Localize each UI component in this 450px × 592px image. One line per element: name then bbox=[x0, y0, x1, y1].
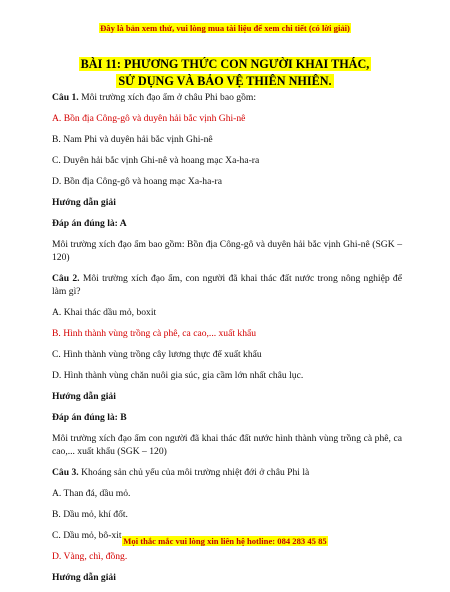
question-label: Câu 3. bbox=[52, 467, 79, 478]
option-c: C. Dầu mỏ, bô-xit bbox=[52, 530, 122, 541]
hotline-banner-text: Mọi thắc mắc vui lòng xin liên hệ hotline: 084 283 45 85 bbox=[123, 536, 327, 546]
question-3 bbox=[52, 466, 402, 479]
question-label: Câu 2. bbox=[52, 273, 80, 284]
explanation: Môi trường xích đạo ẩm bao gồm: Bồn địa Công-gô và duyên hải bắc vịnh Ghi-nê (SGK – 120) bbox=[52, 239, 402, 263]
option-c: C. Hình thành vùng trồng cây lương thực để xuất khẩu bbox=[52, 349, 262, 360]
question-text: Môi trường xích đạo ẩm, con người đã khai thác đất nước trong nông nghiệp để làm gì? bbox=[52, 273, 402, 297]
preview-banner-text: Đây là bản xem thử, vui lòng mua tài liệu để xem chi tiết (có lời giải) bbox=[100, 23, 350, 33]
lesson-title-text-2: SỬ DỤNG VÀ BẢO VỆ THIÊN NHIÊN. bbox=[118, 74, 332, 88]
question-text: Khoáng sản chủ yếu của môi trường nhiệt đới ở châu Phi là bbox=[81, 467, 310, 478]
option-c: C. Duyên hải bắc vịnh Ghi-nê và hoang mạc Xa-ha-ra bbox=[52, 155, 260, 166]
lesson-title-line-2 bbox=[0, 73, 450, 89]
option-a: A. Bồn địa Công-gô và duyên hải bắc vịnh Ghi-nê bbox=[52, 113, 246, 124]
question-text: Môi trường xích đạo ẩm ở châu Phi bao gồm: bbox=[81, 92, 257, 103]
guide-heading: Hướng dẫn giải bbox=[52, 572, 116, 583]
option-b: B. Nam Phi và duyên hải bắc vịnh Ghi-nê bbox=[52, 134, 213, 145]
question-label: Câu 1. bbox=[52, 92, 79, 103]
option-b: B. Hình thành vùng trồng cà phê, ca cao,... xuất khẩu bbox=[52, 328, 257, 339]
question-2 bbox=[52, 272, 402, 298]
hotline-banner bbox=[0, 536, 450, 547]
document-body bbox=[52, 91, 402, 592]
question-1 bbox=[52, 91, 402, 104]
preview-banner bbox=[0, 23, 450, 34]
option-d: D. Hình thành vùng chăn nuôi gia súc, gia cầm lớn nhất châu lục. bbox=[52, 370, 304, 381]
guide-heading: Hướng dẫn giải bbox=[52, 197, 116, 208]
option-a: A. Than đá, dầu mỏ. bbox=[52, 488, 131, 499]
explanation: Môi trường xích đạo ẩm con người đã khai thác đất nước hình thành vùng trồng cà phê, ca cao,... xuất khẩu (SGK – 120) bbox=[52, 433, 402, 457]
answer-line: Đáp án đúng là: A bbox=[52, 218, 127, 229]
option-a: A. Khai thác dầu mỏ, boxit bbox=[52, 307, 157, 318]
option-d: D. Bồn địa Công-gô và hoang mạc Xa-ha-ra bbox=[52, 176, 222, 187]
lesson-title-text-1: BÀI 11: PHƯƠNG THỨC CON NGƯỜI KHAI THÁC, bbox=[80, 57, 370, 71]
guide-heading: Hướng dẫn giải bbox=[52, 391, 116, 402]
option-d: D. Vàng, chì, đồng. bbox=[52, 551, 128, 562]
lesson-title-line-1 bbox=[0, 56, 450, 72]
answer-line: Đáp án đúng là: B bbox=[52, 412, 127, 423]
option-b: B. Dầu mỏ, khí đốt. bbox=[52, 509, 128, 520]
